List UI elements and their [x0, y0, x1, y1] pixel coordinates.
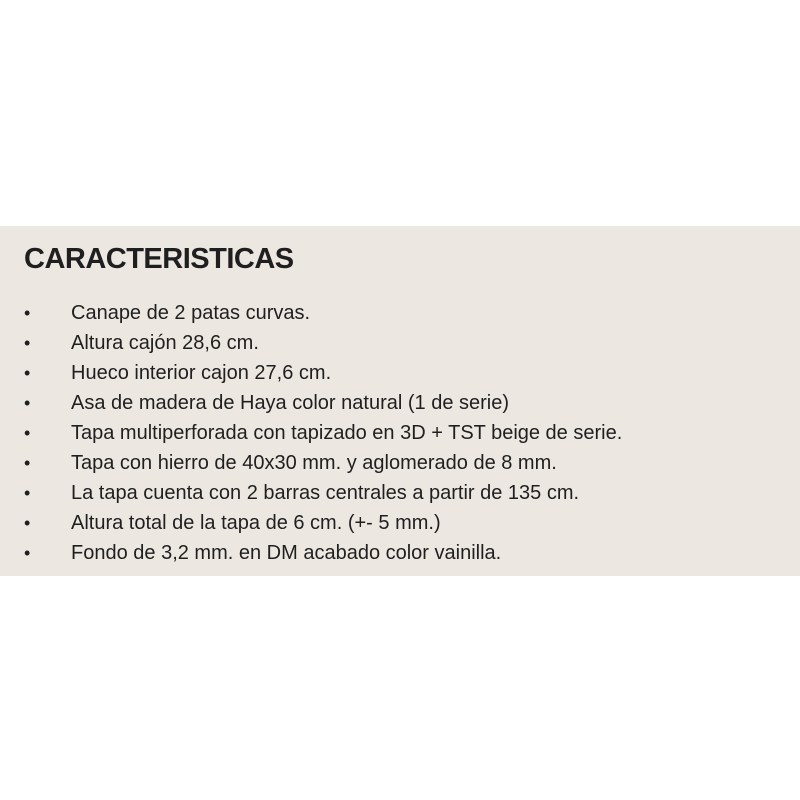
bullet-icon: • — [24, 453, 31, 473]
bullet-icon: • — [24, 393, 31, 413]
bullet-icon: • — [24, 333, 31, 353]
feature-text: Tapa con hierro de 40x30 mm. y aglomerado de 8 mm. — [71, 452, 557, 474]
bullet-icon: • — [24, 513, 31, 533]
feature-item — [0, 448, 800, 478]
bullet-icon: • — [24, 363, 31, 383]
feature-item — [0, 298, 800, 328]
features-list — [0, 298, 800, 568]
feature-item — [0, 388, 800, 418]
features-heading: CARACTERISTICAS — [24, 243, 294, 275]
feature-text: Tapa multiperforada con tapizado en 3D + TST beige de serie. — [71, 422, 623, 444]
feature-item — [0, 358, 800, 388]
bullet-icon: • — [24, 543, 31, 563]
bullet-icon: • — [24, 423, 31, 443]
feature-text: Canape de 2 patas curvas. — [71, 302, 311, 324]
feature-text: Fondo de 3,2 mm. en DM acabado color vainilla. — [71, 542, 502, 564]
bullet-icon: • — [24, 483, 31, 503]
feature-text: Altura cajón 28,6 cm. — [71, 332, 259, 354]
feature-item — [0, 328, 800, 358]
feature-item — [0, 538, 800, 568]
feature-item — [0, 418, 800, 448]
feature-text: Asa de madera de Haya color natural (1 de serie) — [71, 392, 510, 414]
bullet-icon: • — [24, 303, 31, 323]
feature-item — [0, 478, 800, 508]
feature-item — [0, 508, 800, 538]
feature-text: Hueco interior cajon 27,6 cm. — [71, 362, 332, 384]
feature-text: Altura total de la tapa de 6 cm. (+- 5 mm.) — [71, 512, 441, 534]
feature-text: La tapa cuenta con 2 barras centrales a partir de 135 cm. — [71, 482, 580, 504]
